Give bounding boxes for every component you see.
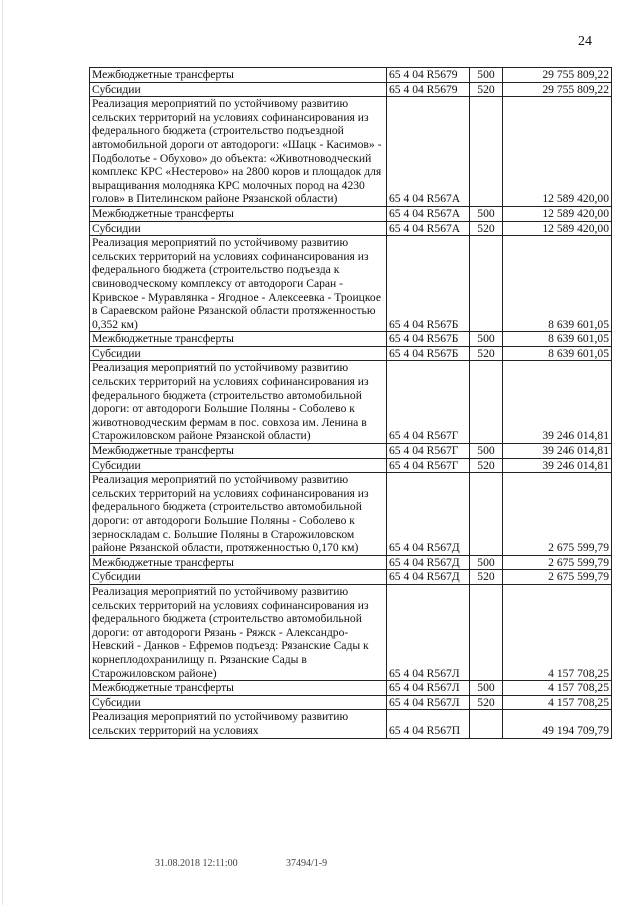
page-number: 24 — [578, 34, 592, 49]
row-expense-type — [470, 584, 503, 680]
row-target-code: 65 4 04 R567П — [387, 710, 470, 738]
row-amount: 8 639 601,05 — [503, 346, 612, 361]
row-target-code: 65 4 04 R567Л — [387, 584, 470, 680]
row-amount: 49 194 709,79 — [503, 710, 612, 738]
row-expense-type: 520 — [470, 458, 503, 473]
row-description: Реализация мероприятий по устойчивому развитию сельских территорий на условиях софинансирования из федерального бюджета (строительство автомобильной дороги: от автодороги Рязань - Ряжск - Александро-Невский - Данков - Ефремов подъезд: Рязанские Сады к корнеплодохранилищу п. Рязанские Сады в Старожиловском районе) — [90, 584, 387, 680]
row-target-code: 65 4 04 R567Л — [387, 681, 470, 696]
row-expense-type — [470, 361, 503, 444]
row-amount: 12 589 420,00 — [503, 221, 612, 236]
row-target-code: 65 4 04 R567Б — [387, 332, 470, 347]
row-target-code: 65 4 04 R567Б — [387, 346, 470, 361]
row-amount: 12 589 420,00 — [503, 206, 612, 221]
table-row — [90, 68, 612, 83]
row-description: Реализация мероприятий по устойчивому развитию сельских территорий на условиях софинансирования из федерального бюджета (строительство подъездной автомобильной дороги от автодороги: «Шацк - Касимов» - Подболотье - Обухово» до объекта: «Животноводческий комплекс КРС «Нестерово» на 2800 коров и площадок для выращивания молодняка КРС молочных пород на 4230 голов» в Пителинском районе Рязанской области) — [90, 97, 387, 207]
table-row — [90, 695, 612, 710]
row-target-code: 65 4 04 R5679 — [387, 68, 470, 83]
budget-table — [89, 67, 612, 739]
row-target-code: 65 4 04 R567Б — [387, 236, 470, 332]
row-expense-type: 500 — [470, 332, 503, 347]
table-row — [90, 236, 612, 332]
row-target-code: 65 4 04 R567Д — [387, 570, 470, 585]
row-amount: 2 675 599,79 — [503, 473, 612, 556]
row-amount: 2 675 599,79 — [503, 570, 612, 585]
row-expense-type: 500 — [470, 68, 503, 83]
table-row — [90, 82, 612, 97]
row-amount: 4 157 708,25 — [503, 695, 612, 710]
table-row — [90, 332, 612, 347]
table-row — [90, 584, 612, 680]
row-expense-type: 500 — [470, 681, 503, 696]
table-row — [90, 221, 612, 236]
row-expense-type: 520 — [470, 570, 503, 585]
row-description: Реализация мероприятий по устойчивому развитию сельских территорий на условиях софинансирования из федерального бюджета (строительство автомобильной дороги: от автодороги Большие Поляны - Соболево к зерноскладам с. Большие Поляны в Старожиловском районе Рязанской области, протяженностью 0,170 км) — [90, 473, 387, 556]
row-target-code: 65 4 04 R567Г — [387, 361, 470, 444]
row-amount: 4 157 708,25 — [503, 584, 612, 680]
row-description: Межбюджетные трансферты — [90, 444, 387, 459]
budget-table-body — [90, 68, 612, 739]
row-description: Реализация мероприятий по устойчивому развитию сельских территорий на условиях — [90, 710, 387, 738]
row-amount: 39 246 014,81 — [503, 361, 612, 444]
table-row — [90, 361, 612, 444]
table-row — [90, 346, 612, 361]
table-row — [90, 206, 612, 221]
row-expense-type: 500 — [470, 555, 503, 570]
row-expense-type: 500 — [470, 444, 503, 459]
row-expense-type: 520 — [470, 346, 503, 361]
row-amount: 8 639 601,05 — [503, 236, 612, 332]
row-target-code: 65 4 04 R567Д — [387, 555, 470, 570]
row-amount: 12 589 420,00 — [503, 97, 612, 207]
row-target-code: 65 4 04 R567А — [387, 221, 470, 236]
row-description: Реализация мероприятий по устойчивому развитию сельских территорий на условиях софинансирования из федерального бюджета (строительство автомобильной дороги: от автодороги Большие Поляны - Соболево к животноводческим фермам в пос. совхоза им. Ленина в Старожиловском районе Рязанской области) — [90, 361, 387, 444]
row-description: Межбюджетные трансферты — [90, 68, 387, 83]
row-description: Межбюджетные трансферты — [90, 206, 387, 221]
table-row — [90, 681, 612, 696]
row-target-code: 65 4 04 R567Д — [387, 473, 470, 556]
row-target-code: 65 4 04 R5679 — [387, 82, 470, 97]
row-amount: 39 246 014,81 — [503, 444, 612, 459]
row-amount: 29 755 809,22 — [503, 68, 612, 83]
table-row — [90, 570, 612, 585]
row-target-code: 65 4 04 R567Г — [387, 458, 470, 473]
row-description: Субсидии — [90, 82, 387, 97]
row-description: Субсидии — [90, 695, 387, 710]
row-description: Субсидии — [90, 221, 387, 236]
row-description: Реализация мероприятий по устойчивому развитию сельских территорий на условиях софинансирования из федерального бюджета (строительство подъезда к свиноводческому комплексу от автодороги Саран - Кривское - Муравлянка - Ягодное - Алексеевка - Троицкое в Сараевском районе Рязанской области протяженностью 0,352 км) — [90, 236, 387, 332]
row-description: Субсидии — [90, 458, 387, 473]
table-row — [90, 555, 612, 570]
row-expense-type: 520 — [470, 82, 503, 97]
row-amount: 4 157 708,25 — [503, 681, 612, 696]
row-amount: 39 246 014,81 — [503, 458, 612, 473]
row-expense-type — [470, 473, 503, 556]
table-row — [90, 97, 612, 207]
row-amount: 29 755 809,22 — [503, 82, 612, 97]
scan-edge-line — [2, 0, 3, 905]
row-target-code: 65 4 04 R567Л — [387, 695, 470, 710]
table-row — [90, 710, 612, 738]
row-description: Межбюджетные трансферты — [90, 332, 387, 347]
row-description: Межбюджетные трансферты — [90, 555, 387, 570]
row-expense-type: 520 — [470, 695, 503, 710]
row-expense-type: 520 — [470, 221, 503, 236]
row-expense-type — [470, 97, 503, 207]
footer-datetime: 31.08.2018 12:11:00 — [155, 858, 238, 869]
row-amount: 2 675 599,79 — [503, 555, 612, 570]
row-expense-type: 500 — [470, 206, 503, 221]
row-expense-type — [470, 236, 503, 332]
table-row — [90, 444, 612, 459]
row-expense-type — [470, 710, 503, 738]
table-row — [90, 473, 612, 556]
row-target-code: 65 4 04 R567А — [387, 206, 470, 221]
row-target-code: 65 4 04 R567А — [387, 97, 470, 207]
table-row — [90, 458, 612, 473]
row-description: Субсидии — [90, 346, 387, 361]
footer-doc-number: 37494/1-9 — [286, 858, 328, 869]
row-description: Субсидии — [90, 570, 387, 585]
row-target-code: 65 4 04 R567Г — [387, 444, 470, 459]
row-description: Межбюджетные трансферты — [90, 681, 387, 696]
row-amount: 8 639 601,05 — [503, 332, 612, 347]
